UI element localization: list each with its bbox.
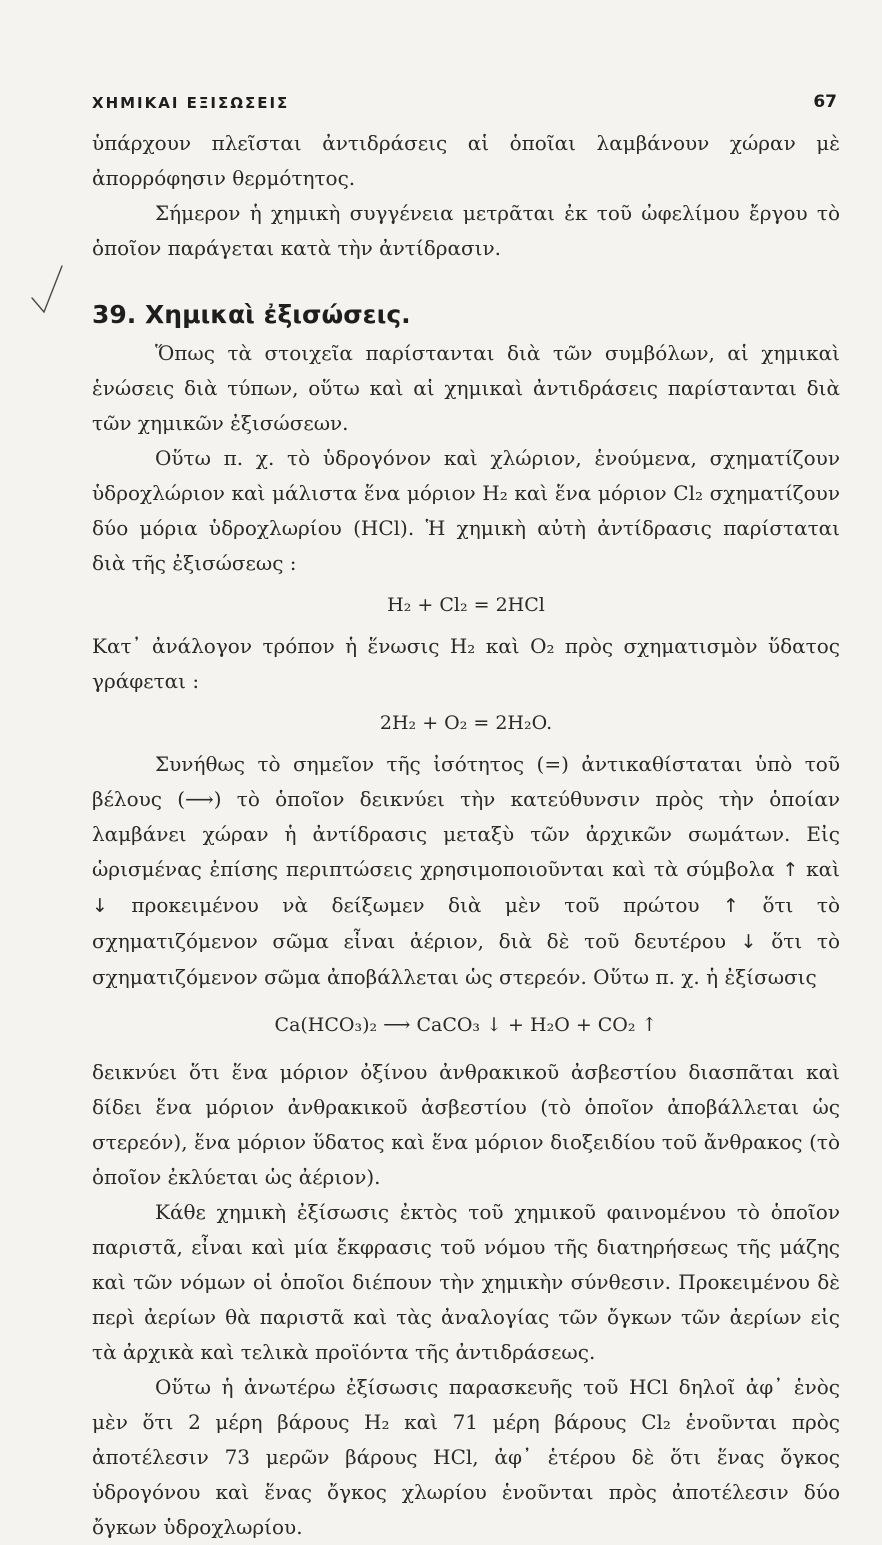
paragraph: Ὅπως τὰ στοιχεῖα παρίστανται διὰ τῶν συμβόλων, αἱ χημικαὶ ἑνώσεις διὰ τύπων, οὕτω καὶ αἱ χημικαὶ ἀντιδράσεις παρίστανται διὰ τῶν χημικῶν ἐξισώσεων. (92, 341, 840, 435)
pencil-checkmark-icon (30, 262, 66, 326)
equation-water: 2H₂ + O₂ = 2H₂O. (379, 712, 553, 734)
paragraph: Κατ᾽ ἀνάλογον τρόπον ἡ ἕνωσις H₂ καὶ O₂ πρὸς σχηματισμὸν ὕδατος γράφεται : (92, 634, 840, 693)
running-head: ΧΗΜΙΚΑΙ ΕΞΙΣΩΣΕΙΣ (92, 94, 290, 112)
text-run: ὅτι τὸ σχηματιζόμενον σῶμα εἶναι ἀέριον, διὰ δὲ τοῦ δευτέρου (92, 893, 841, 953)
equation-calcium-bicarbonate: Ca(HCO₃)₂ ⟶ CaCO₃ ↓ + H₂O + CO₂ ↑ (274, 1014, 658, 1036)
text-run: Συνήθως τὸ σημεῖον τῆς ἰσότητος (=) ἀντικαθίσταται ὑπὸ τοῦ βέλους (⟶) τὸ ὁποῖον δεικνύει τὴν κατεύθυνσιν πρὸς τὴν ὁποίαν λαμβάνει χώραν ἡ ἀντίδρασις μεταξὺ τῶν ἀρχικῶν σωμάτων. Εἰς ὡρισμένας ἐπίσης περιπτώσεις χρησιμοποιοῦνται καὶ τὰ σύμβολα (92, 752, 840, 881)
equation-hcl: H₂ + Cl₂ = 2HCl (387, 594, 545, 616)
paragraph: Κάθε χημικὴ ἐξίσωσις ἐκτὸς τοῦ χημικοῦ φαινομένου τὸ ὁποῖον παριστᾶ, εἶναι καὶ μία ἔκφρασις τοῦ νόμου τῆς διατηρήσεως τῆς μάζης καὶ τῶν νόμων οἱ ὁποῖοι διέπουν τὴν χημικὴν σύνθεσιν. Προκειμένου δὲ περὶ ἀερίων θὰ παριστᾶ καὶ τὰς ἀναλογίας τῶν ὄγκων τῶν ἀερίων εἰς τὰ ἀρχικὰ καὶ τελικὰ προϊόντα τῆς ἀντιδράσεως. (92, 1200, 840, 1364)
body-text (92, 126, 840, 1545)
arrow-up-icon: ↑ (782, 859, 799, 881)
arrow-down-icon: ↓ (92, 895, 108, 917)
paragraph: Οὕτω π. χ. τὸ ὑδρογόνον καὶ χλώριον, ἑνούμενα, σχηματίζουν ὑδροχλώριον καὶ μάλιστα ἕνα μόριον H₂ καὶ ἕνα μόριον Cl₂ σχηματίζουν δύο μόρια ὑδροχλωρίου (HCl). Ἡ χημικὴ αὐτὴ ἀντίδρασις παρίσταται διὰ τῆς ἐξισώσεως : (92, 446, 840, 575)
text-run: προκειμένου νὰ δείξωμεν διὰ μὲν τοῦ πρώτου (131, 893, 700, 917)
arrow-down-icon: ↓ (740, 931, 757, 953)
arrow-up-icon: ↑ (723, 895, 739, 917)
paragraph: Σήμερον ἡ χημικὴ συγγένεια μετρᾶται ἐκ τοῦ ὠφελίμου ἔργου τὸ ὁποῖον παράγεται κατὰ τὴν ἀντίδρασιν. (92, 201, 840, 260)
page-header (92, 88, 837, 112)
paragraph: ὑπάρχουν πλεῖσται ἀντιδράσεις αἱ ὁποῖαι λαμβάνουν χώραν μὲ ἀπορρόφησιν θερμότητος. (92, 131, 840, 190)
paragraph: δεικνύει ὅτι ἕνα μόριον ὀξίνου ἀνθρακικοῦ ἀσβεστίου διασπᾶται καὶ δίδει ἕνα μόριον ἀνθρακικοῦ ἀσβεστίου (τὸ ὁποῖον ἀποβάλλεται ὡς στερεόν), ἕνα μόριον ὕδατος καὶ ἕνα μόριον διοξειδίου τοῦ ἄνθρακος (τὸ ὁποῖον ἐκλύεται ὡς ἀέριον). (92, 1060, 840, 1189)
paragraph: Οὕτω ἡ ἀνωτέρω ἐξίσωσις παρασκευῆς τοῦ HCl δηλοῖ ἀφ᾽ ἑνὸς μὲν ὅτι 2 μέρη βάρους H₂ καὶ 71 μέρη βάρους Cl₂ ἑνοῦνται πρὸς ἀποτέλεσιν 73 μερῶν βάρους HCl, ἀφ᾽ ἑτέρου δὲ ὅτι ἕνας ὄγκος ὑδρογόνου καὶ ἕνας ὄγκος χλωρίου ἑνοῦνται πρὸς ἀποτέλεσιν δύο ὄγκων ὑδροχλωρίου. (92, 1375, 840, 1539)
text-run: ὅτι τὸ σχηματιζόμενον σῶμα ἀποβάλλεται ὡς στερεόν. Οὕτω π. χ. ἡ ἐξίσωσις (92, 929, 840, 989)
section-heading: 39. Χημικαὶ ἐξισώσεις. (92, 300, 411, 329)
paragraph-arrows (92, 747, 840, 995)
text-run: καὶ (806, 857, 840, 881)
page-number: 67 (813, 92, 837, 112)
